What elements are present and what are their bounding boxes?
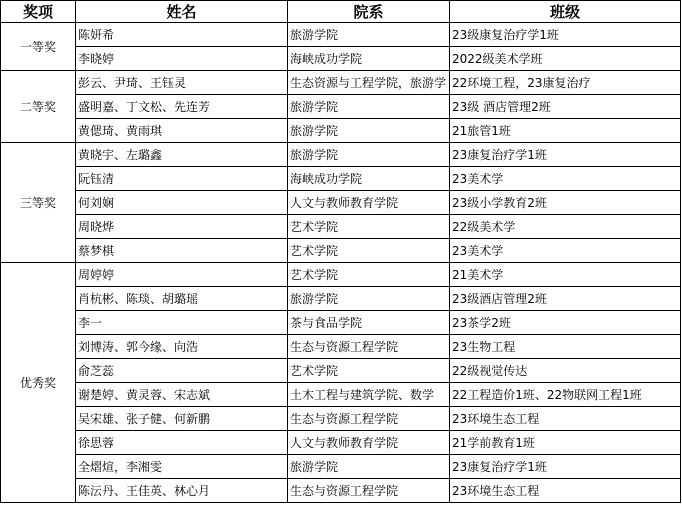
award-cell: 三等奖	[1, 143, 76, 263]
name-cell: 盛明嘉、丁文松、先连芳	[76, 95, 288, 119]
college-cell: 旅游学院	[288, 455, 450, 479]
table-row	[1, 167, 681, 191]
class-cell: 23级小学教育2班	[450, 191, 681, 215]
class-cell: 23康复治疗学1班	[450, 455, 681, 479]
college-cell: 海峡成功学院	[288, 167, 450, 191]
table-row	[1, 239, 681, 263]
college-cell: 艺术学院	[288, 359, 450, 383]
class-cell: 22工程造价1班、22物联网工程1班	[450, 383, 681, 407]
class-cell: 22级视觉传达	[450, 359, 681, 383]
table-row	[1, 359, 681, 383]
table-body	[1, 23, 681, 503]
name-cell: 刘博涛、郭今缘、向浩	[76, 335, 288, 359]
class-cell: 23康复治疗学1班	[450, 143, 681, 167]
name-cell: 谢楚婷、黄灵蓉、宋志斌	[76, 383, 288, 407]
header-class: 班级	[450, 1, 681, 23]
college-cell: 茶与食品学院	[288, 311, 450, 335]
name-cell: 何刘娴	[76, 191, 288, 215]
class-cell: 21学前教育1班	[450, 431, 681, 455]
name-cell: 黄晓宇、左璐鑫	[76, 143, 288, 167]
name-cell: 周晓烨	[76, 215, 288, 239]
college-cell: 人文与教师教育学院	[288, 431, 450, 455]
table-row	[1, 335, 681, 359]
table-row	[1, 119, 681, 143]
class-cell: 23美术学	[450, 239, 681, 263]
name-cell: 陈沄丹、王佳英、林心月	[76, 479, 288, 503]
name-cell: 阮钰清	[76, 167, 288, 191]
table-row	[1, 455, 681, 479]
class-cell: 23茶学2班	[450, 311, 681, 335]
college-cell: 旅游学院	[288, 119, 450, 143]
college-cell: 旅游学院	[288, 95, 450, 119]
class-cell: 23环境生态工程	[450, 479, 681, 503]
college-cell: 旅游学院	[288, 143, 450, 167]
table-row	[1, 311, 681, 335]
college-cell: 艺术学院	[288, 215, 450, 239]
college-cell: 艺术学院	[288, 239, 450, 263]
college-cell: 生态与资源工程学院	[288, 335, 450, 359]
college-cell: 艺术学院	[288, 263, 450, 287]
header-row	[1, 1, 681, 23]
class-cell: 2022级美术学班	[450, 47, 681, 71]
name-cell: 李一	[76, 311, 288, 335]
college-cell: 生态资源与工程学院，旅游学	[288, 71, 450, 95]
table-row	[1, 287, 681, 311]
name-cell: 周婷婷	[76, 263, 288, 287]
table-row	[1, 71, 681, 95]
class-cell: 22级美术学	[450, 215, 681, 239]
table-row	[1, 191, 681, 215]
class-cell: 23级康复治疗学1班	[450, 23, 681, 47]
award-cell: 二等奖	[1, 71, 76, 143]
class-cell: 22环境工程，23康复治疗	[450, 71, 681, 95]
college-cell: 生态与资源工程学院	[288, 479, 450, 503]
name-cell: 吴宋雄、张子健、何新鹏	[76, 407, 288, 431]
class-cell: 23美术学	[450, 167, 681, 191]
college-cell: 土木工程与建筑学院、数学	[288, 383, 450, 407]
award-cell: 一等奖	[1, 23, 76, 71]
table-row	[1, 23, 681, 47]
header-name: 姓名	[76, 1, 288, 23]
name-cell: 彭云、尹琦、王钰灵	[76, 71, 288, 95]
name-cell: 俞芝蕊	[76, 359, 288, 383]
header-award: 奖项	[1, 1, 76, 23]
table-row	[1, 47, 681, 71]
table-row	[1, 215, 681, 239]
class-cell: 23环境生态工程	[450, 407, 681, 431]
table-row	[1, 431, 681, 455]
class-cell: 21旅管1班	[450, 119, 681, 143]
class-cell: 23生物工程	[450, 335, 681, 359]
table-row	[1, 479, 681, 503]
name-cell: 陈妍希	[76, 23, 288, 47]
table-row	[1, 263, 681, 287]
college-cell: 人文与教师教育学院	[288, 191, 450, 215]
name-cell: 蔡梦棋	[76, 239, 288, 263]
award-cell: 优秀奖	[1, 263, 76, 503]
name-cell: 李晓婷	[76, 47, 288, 71]
name-cell: 全熠煊，李湘雯	[76, 455, 288, 479]
table-row	[1, 407, 681, 431]
table-row	[1, 143, 681, 167]
college-cell: 旅游学院	[288, 23, 450, 47]
header-college: 院系	[288, 1, 450, 23]
name-cell: 肖杭彬、陈琰、胡璐瑶	[76, 287, 288, 311]
table-row	[1, 95, 681, 119]
class-cell: 23级酒店管理2班	[450, 287, 681, 311]
class-cell: 21美术学	[450, 263, 681, 287]
name-cell: 黄偲琦、黄雨琪	[76, 119, 288, 143]
class-cell: 23级 酒店管理2班	[450, 95, 681, 119]
college-cell: 旅游学院	[288, 287, 450, 311]
college-cell: 生态与资源工程学院	[288, 407, 450, 431]
table-row	[1, 383, 681, 407]
college-cell: 海峡成功学院	[288, 47, 450, 71]
name-cell: 徐思蓉	[76, 431, 288, 455]
